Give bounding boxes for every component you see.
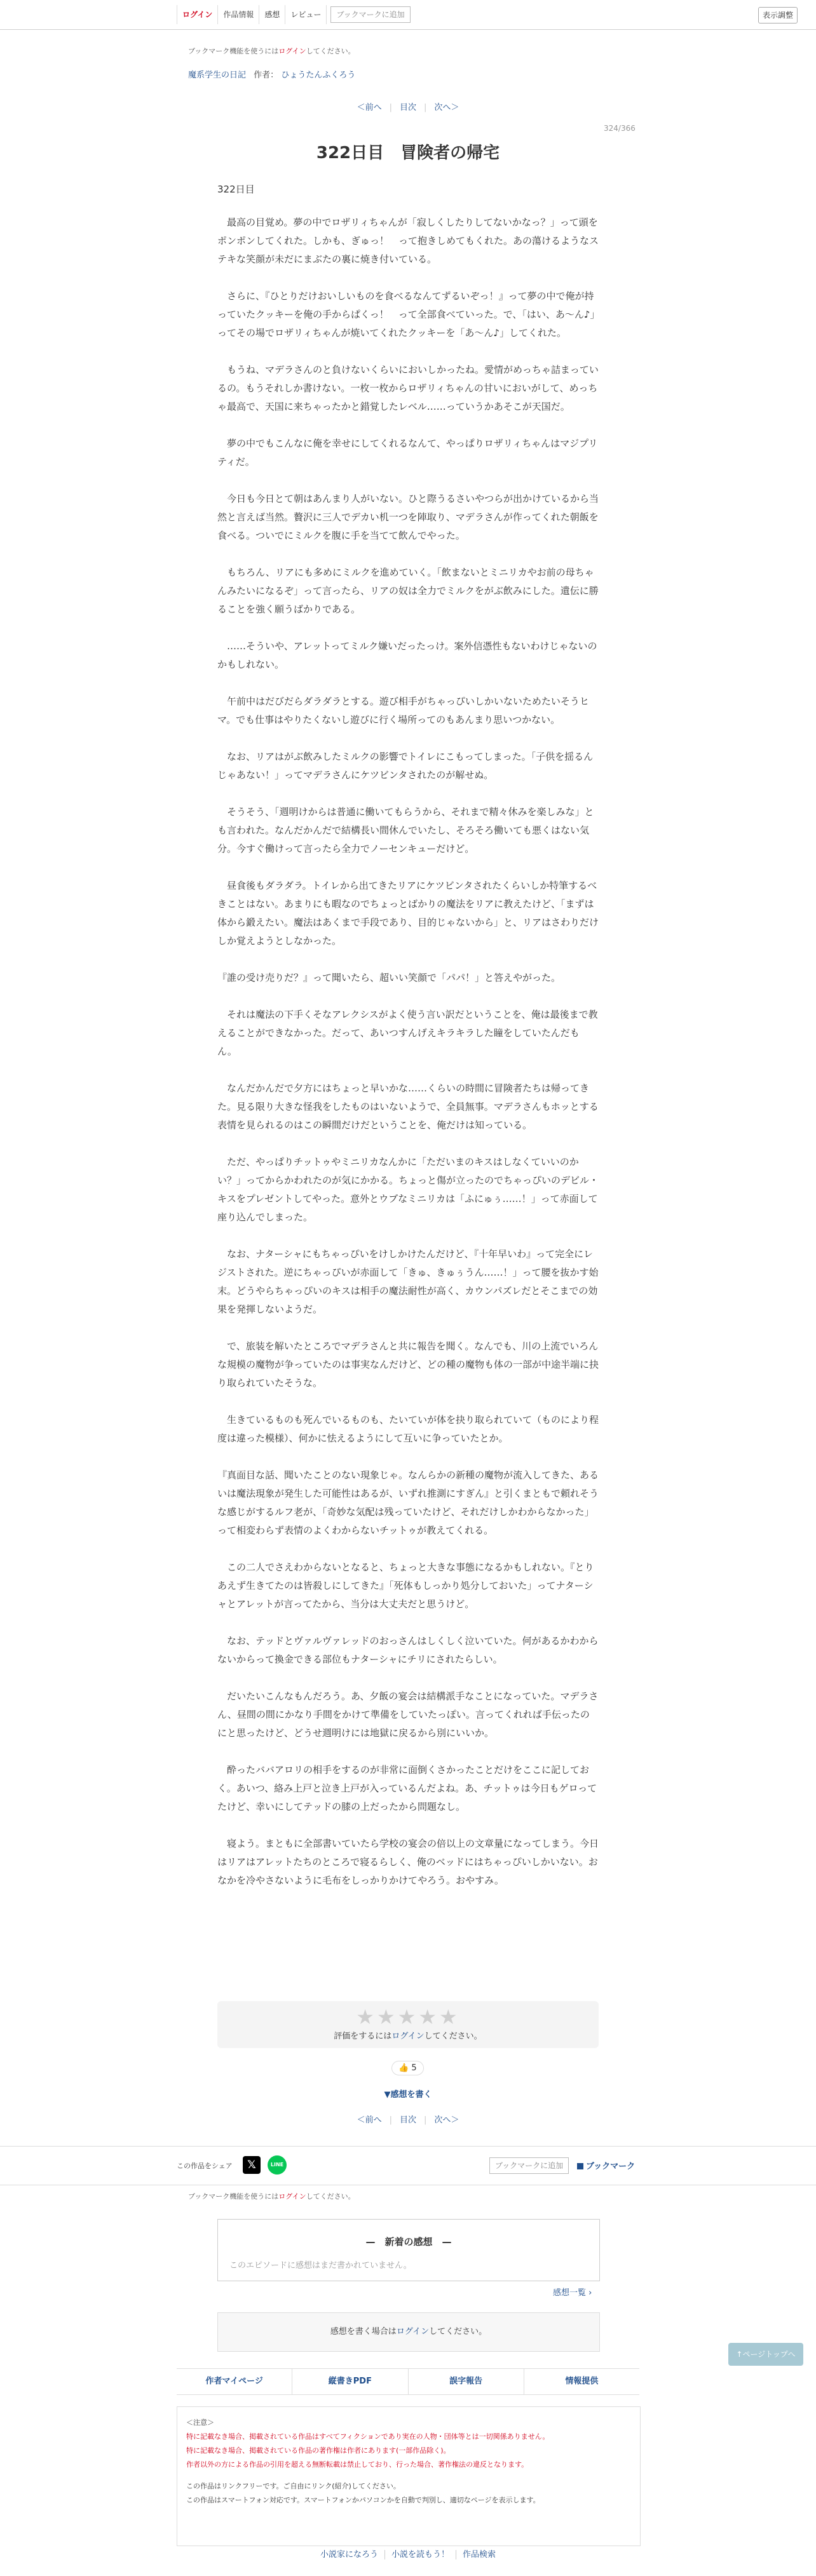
- header-nav: [177, 5, 411, 24]
- body-paragraph: さらに、『ひとりだけおいしいものを食べるなんてずるいぞっ！』って夢の中で俺が持っていたクッキーを俺の手からぱくっ！ って全部食べていった。で、「はい、あ〜ん♪」ってその場でロザリィちゃんが焼いてくれたクッキーを「あ〜ん♪」してくれた。: [217, 290, 595, 339]
- like-button[interactable]: [391, 2061, 424, 2075]
- body-paragraph: 今日も今日とて朝はあんまり人がいない。ひと際うるさいやつらが出かけているから当然と言えば当然。贅沢に三人でデカい机一つを陣取り、マデラさんが作ってくれた朝飯を食べる。ついでにミルクを腹に手を当てて飲んでやった。: [217, 493, 599, 541]
- body-paragraph: それは魔法の下手くそなアレクシスがよく使う言い訳だということを、俺は最後まで教えることができなかった。だって、あいつすんげえキラキラした瞳をしていたんだもん。: [217, 1009, 598, 1057]
- next-link[interactable]: 次へ＞: [434, 2115, 459, 2125]
- body-paragraph: ただ、やっぱりチットゥやミニリカなんかに「ただいまのキスはしなくていいのかい？」ってからかわれたのが気にかかる。ちょっと傷が立ったのでちゃっぴいのデビル・キスをプレゼントしてやった。意外とウブなミニリカは「ふにゅぅ……！」って赤面して座り込んでしまった。: [217, 1156, 599, 1223]
- body-paragraph: 『誰の受け売りだ？』って聞いたら、超いい笑顔で「パパ！」と答えやがった。: [217, 972, 561, 983]
- body-paragraph: もうね、マデラさんのと負けないくらいにおいしかったね。愛情がめっちゃ詰まっているの。もうそれしか書けない。一枚一枚からロザリィちゃんの甘いにおいがして、めっちゃ最高で、天国に来ちゃったかと錯覚したレベル……っていうかあそこが天国だ。: [217, 364, 599, 412]
- toc-link[interactable]: 目次: [399, 2115, 416, 2125]
- bookmark-icon: [577, 2163, 583, 2169]
- body-paragraph: なお、リアはがぶ飲みしたミルクの影響でトイレにこもってしまった。「子供を揺るんじゃあない！」ってマデラさんにケツビンタされたのが解せぬ。: [217, 751, 594, 781]
- page-count: 324/366: [604, 124, 636, 133]
- body-paragraph: 昼食後もダラダラ。トイレから出てきたリアにケツビンタされたくらいしか特筆するべきことはない。あまりにも暇なのでちょっとばかりの魔法をリアに教えたけど、「まずは体から鍛えたい。魔法はあくまで手段であり、目的じゃないから」と、リアはさわりだけしか覚えようとしなかった。: [217, 880, 599, 947]
- typo-report-link[interactable]: 誤字報告: [409, 2369, 524, 2394]
- display-settings-button[interactable]: 表示調整: [758, 7, 798, 24]
- yomou-link[interactable]: 小説を読もう！: [385, 2550, 456, 2559]
- bookmark-add-button[interactable]: ブックマークに追加: [489, 2157, 569, 2174]
- narou-link[interactable]: 小説家になろう: [314, 2550, 385, 2559]
- body-paragraph: 『真面目な話、聞いたことのない現象じゃ。なんらかの新種の魔物が流入してきた、あるいは魔法現象が発生した可能性はあるが、いずれ推測にすぎん』と引くまともで頼れそうな感じがするルフ老が、「奇妙な気配は残っていたけど、それだけしかわからなかった」って相変わらず表情のよくわからないチットゥが教えてくれる。: [217, 1469, 599, 1536]
- line-share-icon[interactable]: LINE: [268, 2155, 287, 2175]
- write-impression-link[interactable]: ▼感想を書く: [384, 2090, 432, 2100]
- body-paragraph: ……そういや、アレットってミルク嫌いだったっけ。案外信憑性もないわけじゃないのかもしれない。: [217, 640, 597, 670]
- body-paragraph: そうそう、「週明けからは普通に働いてもらうから、それまで精々休みを楽しみな」とも言われた。なんだかんだで結構長い間休んでいたし、そろそろ働いても悪くはない気分。今すぐ働けって言ったら全力でノーセンキューだけど。: [217, 806, 594, 854]
- page-top-button[interactable]: ↑ページトップへ: [728, 2343, 803, 2366]
- body-paragraph: 午前中はだびだらダラダラとする。遊び相手がちゃっぴいしかいないためたいそうヒマ。でも仕事はやりたくないし遊びに行く場所ってのもあんまり思いつかない。: [217, 696, 589, 725]
- bookmark-login-note: ブックマーク機能を使うにはログインしてください。: [188, 47, 355, 55]
- chapter-title: 322日目 冒険者の帰宅: [316, 144, 500, 163]
- impression-login-box: 感想を書く場合はログインしてください。: [217, 2312, 600, 2352]
- impression-login-link[interactable]: ログイン: [396, 2327, 430, 2337]
- bookmark-add-button[interactable]: ブックマークに追加: [330, 6, 410, 23]
- author-link[interactable]: ひょうたんふくろう: [281, 71, 356, 80]
- top-bar: [0, 0, 816, 30]
- chapter-subhead: 322日目: [217, 184, 255, 195]
- thumbs-up-icon: 👍: [398, 2063, 409, 2073]
- rating-login-link[interactable]: ログイン: [391, 2032, 425, 2041]
- toc-link[interactable]: 目次: [399, 103, 416, 112]
- caution-line: この作品はリンクフリーです。ご自由にリンク(紹介)してください。: [186, 2482, 400, 2490]
- body-paragraph: 生きているものも死んでいるものも、たいていが体を抉り取られていて（ものにより程度は違った模様）、何かに怯えるようにして互いに争っていたとか。: [217, 1414, 599, 1444]
- body-paragraph: なお、ナターシャにもちゃっぴいをけしかけたんだけど、『十年早いわ』って完全にレジストされた。逆にちゃっぴいが赤面して「きゅ、きゅぅうん……！」って腰を抜かす始末。どうやらちゃっぴいのキスは相手の魔法耐性が高く、カウンパズレだとそこまでの効果を発揮しないようだ。: [217, 1248, 599, 1315]
- caution-line: 特に記載なき場合、掲載されている作品はすべてフィクションであり実在の人物・団体等とは一切関係ありません。: [186, 2432, 550, 2441]
- body-paragraph: で、旅装を解いたところでマデラさんと共に報告を聞く。なんでも、川の上流でいろんな規模の魔物が争っていたのは事実なんだけど、どの種の魔物も体の一部が中途半端に抉り取られていたそうな。: [217, 1340, 599, 1389]
- rating-stars[interactable]: ★★★★★: [356, 2005, 460, 2029]
- series-title-link[interactable]: 魔系学生の日記: [188, 71, 247, 80]
- x-share-icon[interactable]: 𝕏: [243, 2156, 261, 2174]
- author-mypage-link[interactable]: 作者マイページ: [177, 2369, 292, 2394]
- info-provide-link[interactable]: 情報提供: [565, 2377, 599, 2386]
- bottom-links: [0, 2547, 816, 2559]
- new-impressions-box: [217, 2219, 600, 2281]
- search-link[interactable]: 作品検索: [463, 2550, 496, 2559]
- caution-line: この作品はスマートフォン対応です。スマートフォンかパソコンかを自動で判別し、適切なページを表示します。: [186, 2496, 540, 2504]
- body-paragraph: もちろん、リアにも多めにミルクを進めていく。「飲まないとミニリカやお前の母ちゃんみたいになるぞ」って言ったら、リアの奴は全力でミルクをがぶ飲みにした。遺伝に勝ることを強く願うばかりである。: [217, 567, 599, 615]
- series-info: [188, 68, 355, 80]
- share-label: この作品をシェア: [177, 2162, 233, 2170]
- pager-bottom: ＜前へ | 目次 | 次へ＞: [0, 2113, 816, 2125]
- body-paragraph: 寝よう。まともに全部書いていたら学校の宴会の倍以上の文章量になってしまう。今日はリアはアレットたちのところで寝るらしく、俺のベッドにはちゃっぴいしかいない。おなかを冷やさないように毛布をしっかりかけてやろう。おやすみ。: [217, 1838, 599, 1886]
- body-paragraph: なんだかんだで夕方にはちょっと早いかな……くらいの時間に冒険者たちは帰ってきた。見る限り大きな怪我をしたものはいないようで、全員無事。マデラさんもホッとする表情を見られるのはこの瞬間だけだということを、俺だけは知っている。: [217, 1082, 599, 1131]
- body-paragraph: 最高の目覚め。夢の中でロザリィちゃんが「寂しくしたりしてないかなっ？」って頭をポンポンしてくれた。しかも、ぎゅっ！ って抱きしめてもくれた。あの蕩けるようなステキな笑顔が未だにまぶたの裏に焼き付いている。: [217, 217, 599, 265]
- caution-line: 特に記載なき場合、掲載されている作品の著作権は作者にあります(一部作品除く)。: [186, 2446, 451, 2455]
- login-link[interactable]: ログイン: [278, 47, 306, 55]
- impressions-empty-note: このエピソードに感想はまだ書かれていません。: [229, 2261, 412, 2270]
- caution-title: ＜注意＞: [186, 2418, 214, 2427]
- impressions-list-link[interactable]: 感想一覧 ›: [553, 2288, 592, 2298]
- body-paragraph: だいたいこんなもんだろう。あ、夕飯の宴会は結構派手なことになっていた。マデラさん、昼間の間にかなり手間をかけて準備をしていたっぽい。言ってくれれば手伝ったのにと思ったけど、どうせ週明けには地獄に戻るから別にいいか。: [217, 1690, 599, 1739]
- rating-note: 評価をするにはログインしてください。: [334, 2032, 482, 2041]
- caution-line: 作者以外の方による作品の引用を超える無断転載は禁止しており、行った場合、著作権法の違反となります。: [186, 2460, 529, 2469]
- share-row: [0, 2146, 816, 2185]
- prev-link[interactable]: ＜前へ: [357, 2115, 382, 2125]
- bookmark-button[interactable]: ブックマーク: [577, 2159, 635, 2171]
- bookmark-login-note-bottom: ブックマーク機能を使うにはログインしてください。: [188, 2192, 355, 2201]
- body-paragraph: この二人でさえわからないとなると、ちょっと大きな事態になるかもしれない。『とりあえず生きてたのは皆殺しにしてきた』「死体もしっかり処分しておいた」ってナターシャとアレットが言ってたから、当分は大丈夫だと思うけど。: [217, 1561, 594, 1610]
- tab-impressions[interactable]: 感想: [259, 5, 285, 24]
- tab-login[interactable]: ログイン: [177, 5, 218, 24]
- tab-reviews[interactable]: レビュー: [285, 5, 327, 24]
- body-paragraph: なお、テッドとヴァルヴァレッドのおっさんはしくしく泣いていた。何があるかわからないからって換金できる部位もナターシャにチリにされたらしい。: [217, 1635, 599, 1665]
- author-label: 作者：: [254, 71, 279, 80]
- footer-links: [177, 2368, 639, 2395]
- body-paragraph: 夢の中でもこんなに俺を幸せにしてくれるなんて、やっぱりロザリィちゃんはマジプリティだ。: [217, 438, 598, 468]
- like-count: 5: [411, 2063, 417, 2073]
- body-paragraph: 酔ったババアロリの相手をするのが非常に面倒くさかったことだけをここに記しておく。あいつ、絡み上戸と泣き上戸が入っているんだよね。あ、チットゥは今日もゲロってたけど、幸いにしてテッドの膝の上だったから問題なし。: [217, 1764, 597, 1812]
- caution-box: [177, 2406, 641, 2546]
- next-link[interactable]: 次へ＞: [434, 103, 459, 112]
- prev-link[interactable]: ＜前へ: [357, 103, 382, 112]
- vertical-pdf-link[interactable]: 縦書きPDF: [292, 2369, 408, 2394]
- new-impressions-title: — 新着の感想 —: [365, 2236, 452, 2248]
- login-link[interactable]: ログイン: [278, 2192, 306, 2201]
- rating-box: [217, 2001, 599, 2048]
- tab-work-info[interactable]: 作品情報: [218, 5, 259, 24]
- pager-top: ＜前へ | 目次 | 次へ＞: [0, 100, 816, 112]
- chapter-body: [217, 213, 599, 1908]
